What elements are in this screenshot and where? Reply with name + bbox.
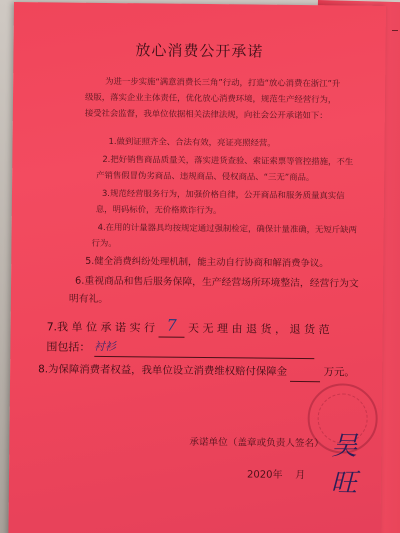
document-title: 放心消费公开承诺 (135, 41, 264, 61)
item7-prefix: 7.我 单 位 承 诺 实 行 (46, 320, 156, 335)
pledge-item-8 (38, 360, 358, 382)
pledge-item-7 (46, 314, 364, 359)
signature-label: 承诺单位（盖章或负责人签名） (189, 436, 324, 450)
item7-suffix: 天 无 理 由 退 货 ， 退 货 范 (188, 321, 330, 337)
days-blank (158, 316, 184, 338)
scope-label: 围包括： (46, 340, 91, 354)
background-paper-mark (392, 30, 398, 31)
handwritten-signature: 吴旺 (330, 431, 358, 499)
pledge-item-3: 3.规范经营服务行为，加强价格自律，公开商品和服务质量真实信息，明码标价，无价格欺诈行为。 (95, 187, 345, 216)
pledge-item-5: 5.健全消费纠纷处理机制，能主动自行协商和解消费争议。 (85, 255, 329, 270)
item8-suffix: 万元。 (323, 366, 355, 379)
date-line: 2020年 月 (247, 469, 306, 482)
pledge-item-4: 4.在用的计量器具均按规定通过强制检定，确保计量准确，无短斤缺两行为。 (91, 221, 357, 249)
pledge-item-6: 6.重视商品和售后服务保障，生产经营场所环境整洁，经营行为文明有礼。 (68, 275, 359, 306)
amount-blank (290, 381, 320, 382)
intro-paragraph: 为进一步实施“满意消费长三角”行动，打造“放心消费在浙江”升级版，落实企业主体责任，优化放心消费环境，规范生产经营行为，接受社会监督，我单位依据相关法律法规，向社会公开承诺如下： (84, 75, 341, 121)
pledge-item-2: 2.把好销售商品质量关，落实进货查验、索证索票等管控措施，不生产销售假冒伪劣商品、违规商品、侵权商品、“三无”商品。 (96, 153, 354, 183)
item8-prefix: 8.为保障消费者权益，我单位设立消费维权赔付保障金 (38, 363, 288, 378)
days-handwritten: 7 (166, 315, 177, 335)
scope-handwritten: 衬衫 (93, 339, 116, 354)
pledge-item-1: 1.做到证照齐全、合法有效，亮证亮照经营。 (108, 135, 276, 148)
scope-blank (94, 337, 314, 359)
pledge-sheet (8, 2, 386, 533)
